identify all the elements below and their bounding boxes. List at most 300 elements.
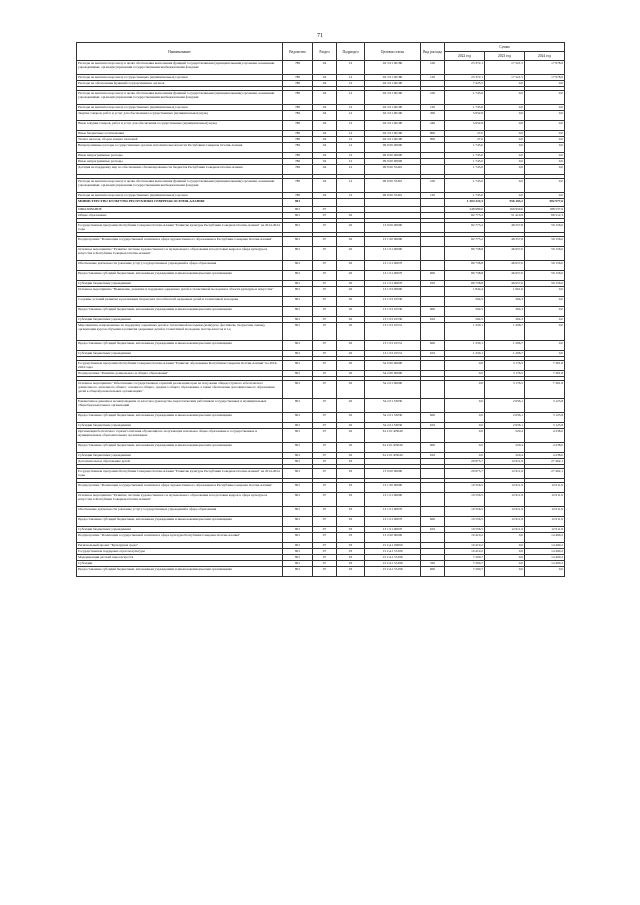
row-section: 07 <box>313 555 337 561</box>
row-value-2022: 82 773,2 <box>445 223 485 233</box>
row-value-2023: 520,4 <box>485 429 525 443</box>
row-value-2023: 12 911,9 <box>485 483 525 493</box>
row-name: Государственная программа Республики Северная Осетия-Алания "Развитие образования Республики Северная Осетия-Алания" на 2016-2024 годы <box>77 361 283 371</box>
row-value-2023: 0,0 <box>485 111 525 121</box>
row-expense-type: 100 <box>421 91 445 105</box>
row-subsection: 02 <box>337 429 365 443</box>
row-section: 04 <box>313 179 337 193</box>
row-name: Непрограммные расходы государственных органов исполнительной власти Республики Северная Осетия-Алания <box>77 143 283 153</box>
row-value-2023: 12 911,9 <box>485 527 525 533</box>
row-value-2022: 594,5 <box>445 317 485 323</box>
row-value-2022: 0,0 <box>445 429 485 443</box>
row-value-2023: 12 911,9 <box>485 493 525 507</box>
row-target: 04 3 01 00180 <box>365 61 421 75</box>
row-value-2023: 0,0 <box>485 143 525 153</box>
row-name: Расходы на выплаты персоналу государственных (муниципальных) органов <box>77 105 283 111</box>
row-target <box>365 199 421 207</box>
row-value-2023: 1 601,0 <box>485 287 525 297</box>
row-subsection: 03 <box>337 549 365 555</box>
row-section: 07 <box>313 371 337 377</box>
row-expense-type <box>421 247 445 261</box>
row-value-2024: 17 978,6 <box>525 61 565 75</box>
row-name: Предоставление субсидий бюджетным, автономным учреждениям и иным некоммерческим организациям <box>77 443 283 453</box>
row-value-2023: 0,0 <box>485 131 525 137</box>
row-value-2022: 1 844,4 <box>445 287 485 297</box>
row-expense-type: 850 <box>421 137 445 143</box>
row-subsection: 12 <box>337 165 365 175</box>
row-target: 13 1 01 00000 <box>365 493 421 507</box>
row-value-2023: 2 656,1 <box>485 399 525 413</box>
row-name: Субсидии бюджетным учреждениям <box>77 281 283 287</box>
row-name: Расходы на выплаты персоналу государственных (муниципальных) органов <box>77 193 283 199</box>
page-number: 71 <box>317 33 323 39</box>
row-name: Предоставление субсидий бюджетным, автономным учреждениям и иным некоммерческим организациям <box>77 567 283 577</box>
row-ministry: 801 <box>283 271 313 281</box>
row-subsection <box>337 199 365 207</box>
row-value-2023: 2 656,1 <box>485 423 525 429</box>
row-value-2023: 0,0 <box>485 81 525 87</box>
row-value-2024: 4 238,0 <box>525 443 565 453</box>
row-expense-type <box>421 399 445 413</box>
row-value-2023: 0,0 <box>485 105 525 111</box>
row-subsection: 12 <box>337 75 365 81</box>
row-value-2022: 80 738,8 <box>445 271 485 281</box>
row-section: 04 <box>313 61 337 75</box>
table-row <box>77 237 565 247</box>
row-name: Создание условий развития и реализации творческих способностей одаренных детей и талантливой молодежи <box>77 297 283 307</box>
row-value-2023: 1 206,7 <box>485 341 525 351</box>
row-ministry: 786 <box>283 81 313 87</box>
row-ministry: 801 <box>283 517 313 527</box>
row-value-2024: 0,0 <box>525 567 565 577</box>
row-target: 04 3 01 00190 <box>365 121 421 131</box>
row-ministry: 801 <box>283 323 313 341</box>
table-row <box>77 271 565 281</box>
row-section: 07 <box>313 399 337 413</box>
row-value-2023: 0,0 <box>485 165 525 175</box>
row-section: 07 <box>313 561 337 567</box>
row-expense-type: 120 <box>421 193 445 199</box>
header-ministry: Ведомство <box>283 43 313 61</box>
row-name: Дотация на поддержку мер по обеспечению сбалансированности бюджетов Республики Северная Осетия-Алания <box>77 165 283 175</box>
row-value-2023: 556 103,2 <box>485 199 525 207</box>
row-ministry: 801 <box>283 549 313 555</box>
row-value-2022: 1 304 322,3 <box>445 199 485 207</box>
row-value-2024: 582 977,6 <box>525 199 565 207</box>
row-value-2022: 80 738,8 <box>445 261 485 271</box>
header-expense-type: Вид расхода <box>421 43 445 61</box>
row-ministry: 801 <box>283 351 313 357</box>
row-subsection: 02 <box>337 371 365 377</box>
table-row <box>77 413 565 423</box>
row-section: 07 <box>313 271 337 281</box>
row-subsection: 02 <box>337 413 365 423</box>
row-subsection: 02 <box>337 423 365 429</box>
row-target: 99 9 00 55491 <box>365 179 421 193</box>
row-value-2023: 0,0 <box>485 549 525 555</box>
row-value-2022: 23 372,1 <box>445 75 485 81</box>
row-name: Субсидии бюджетным учреждениям <box>77 453 283 459</box>
table-row <box>77 121 565 131</box>
row-target: 04 3 01 00190 <box>365 81 421 87</box>
table-row <box>77 567 565 577</box>
row-value-2022: 10 556,5 <box>445 517 485 527</box>
header-subsection: Подраздел <box>337 43 365 61</box>
row-section: 07 <box>313 413 337 423</box>
row-section: 07 <box>313 507 337 517</box>
row-value-2024: 0,0 <box>525 317 565 323</box>
row-name: Государственная программа Республики Северная Осетия-Алания "Развитие культуры Республики Северная Осетия-Алания" на 2014-2024 годы <box>77 469 283 479</box>
row-name: Предоставление субсидий бюджетным, автономным учреждениям и иным некоммерческим организациям <box>77 341 283 351</box>
row-value-2023: 48 257,8 <box>485 237 525 247</box>
row-ministry: 801 <box>283 429 313 443</box>
row-ministry: 786 <box>283 153 313 159</box>
row-name: Дополнительное образование детей <box>77 459 283 465</box>
row-target: 04 3 01 00190 <box>365 105 421 111</box>
row-target: 13 1 01 00000 <box>365 247 421 261</box>
row-expense-type: 100 <box>421 179 445 193</box>
row-name: Расходы на выплаты персоналу в целях обеспечения выполнения функций государственными (муниципальными) органами, казенными учреждениями, органами управления государственными внебюджетными фондами <box>77 91 283 105</box>
row-subsection: 12 <box>337 81 365 87</box>
row-target: 13 1 01 00670 <box>365 527 421 533</box>
row-value-2022: 0,0 <box>445 361 485 371</box>
row-subsection: 02 <box>337 247 365 261</box>
row-section: 07 <box>313 493 337 507</box>
row-expense-type <box>421 143 445 153</box>
row-name: Расходы на выплаты персоналу в целях обеспечения выполнения функций государственными (муниципальными) органами, казенными учреждениями, органами управления государственными внебюджетными фондами <box>77 179 283 193</box>
row-value-2023: 169 950,0 <box>485 207 525 213</box>
row-target: 13 2 A1 55196 <box>365 567 421 577</box>
row-ministry: 801 <box>283 469 313 479</box>
row-subsection: 03 <box>337 527 365 533</box>
row-subsection: 02 <box>337 271 365 281</box>
row-section: 07 <box>313 323 337 341</box>
row-value-2022: 7 200,7 <box>445 567 485 577</box>
row-value-2024: 7 361,8 <box>525 371 565 377</box>
row-value-2024: 3 123,8 <box>525 399 565 413</box>
row-name: Субсидии бюджетным учреждениям <box>77 527 283 533</box>
row-section: 07 <box>313 237 337 247</box>
row-expense-type <box>421 261 445 271</box>
row-value-2022: 80 738,8 <box>445 281 485 287</box>
table-row <box>77 533 565 543</box>
row-value-2022: 82 773,2 <box>445 213 485 219</box>
row-value-2022: 10 419,2 <box>445 543 485 549</box>
row-ministry: 801 <box>283 493 313 507</box>
row-value-2023: 0,0 <box>485 137 525 143</box>
table-row <box>77 469 565 479</box>
row-section: 04 <box>313 75 337 81</box>
row-value-2024: 3 123,8 <box>525 423 565 429</box>
row-section: 04 <box>313 193 337 199</box>
row-subsection: 03 <box>337 533 365 543</box>
row-name: Закупка товаров, работ и услуг для обеспечения государственных (муниципальных) нужд <box>77 111 283 121</box>
row-value-2024: 0,0 <box>525 323 565 341</box>
row-subsection: 03 <box>337 459 365 465</box>
row-name: Иные закупки товаров, работ и услуг для обеспечения государственных (муниципальных) нужд <box>77 121 283 131</box>
header-name: Наименование <box>77 43 283 61</box>
row-value-2022: 7 425,5 <box>445 81 485 87</box>
row-value-2022: 0,0 <box>445 381 485 399</box>
row-value-2022: 1 745,0 <box>445 179 485 193</box>
row-subsection: 03 <box>337 555 365 561</box>
row-ministry: 786 <box>283 75 313 81</box>
row-section: 04 <box>313 137 337 143</box>
row-value-2024: 12 911,9 <box>525 493 565 507</box>
row-value-2023: 46 657,0 <box>485 281 525 287</box>
row-value-2024: 0,0 <box>525 351 565 357</box>
row-target: 13 0 00 00000 <box>365 469 421 479</box>
row-name: Государственная поддержка отрасли культуры <box>77 549 283 555</box>
row-value-2023: 0,0 <box>485 153 525 159</box>
row-expense-type <box>421 323 445 341</box>
row-expense-type <box>421 507 445 517</box>
row-section: 07 <box>313 517 337 527</box>
row-name: Подпрограмма "Реализация государственной политики в сфере культуры Республики Северная Осетия-Алания" <box>77 533 283 543</box>
row-subsection: 03 <box>337 469 365 479</box>
row-name: Подпрограмма "Реализация государственной политики в сфере художественного образования в Республике Северная Осетия-Алания" <box>77 237 283 247</box>
row-target: 13 1 01 00670 <box>365 271 421 281</box>
row-expense-type <box>421 493 445 507</box>
row-target: 04 3 01 00190 <box>365 137 421 143</box>
row-name: Обеспечение деятельности (оказание услуг) государственных учреждений в сфере образования <box>77 261 283 271</box>
row-value-2023: 394,3 <box>485 307 525 317</box>
row-value-2023: 0,0 <box>485 555 525 561</box>
row-value-2023: 1 206,7 <box>485 351 525 357</box>
row-ministry: 801 <box>283 459 313 465</box>
row-target: 13 1 03 10531 <box>365 351 421 357</box>
row-expense-type: 800 <box>421 131 445 137</box>
table-row <box>77 297 565 307</box>
table-row <box>77 91 565 105</box>
table-row <box>77 61 565 75</box>
row-target: 13 1 03 00000 <box>365 287 421 297</box>
row-value-2023: 12 911,9 <box>485 469 525 479</box>
row-ministry: 801 <box>283 533 313 543</box>
table-row <box>77 517 565 527</box>
row-value-2024: 4 238,0 <box>525 429 565 443</box>
row-value-2022: 1 745,0 <box>445 165 485 175</box>
row-name: Предоставление субсидий бюджетным, автономным учреждениям и иным некоммерческим организациям <box>77 307 283 317</box>
row-value-2024: 0,0 <box>525 137 565 143</box>
row-expense-type: 610 <box>421 527 445 533</box>
row-value-2024: 14 490,2 <box>525 533 565 543</box>
row-value-2024: 12 911,9 <box>525 483 565 493</box>
row-value-2022: 0,0 <box>445 423 485 429</box>
row-ministry: 801 <box>283 237 313 247</box>
row-ministry: 786 <box>283 193 313 199</box>
table-row <box>77 111 565 121</box>
row-value-2022: 1 250,1 <box>445 351 485 357</box>
row-value-2022: 10 556,5 <box>445 493 485 507</box>
row-expense-type <box>421 533 445 543</box>
row-value-2024: 0,0 <box>525 287 565 297</box>
header-sum: Сумма <box>445 43 565 52</box>
row-section: 07 <box>313 287 337 297</box>
row-subsection: 02 <box>337 453 365 459</box>
row-value-2024: 0,0 <box>525 105 565 111</box>
row-target: 13 2 A1 00000 <box>365 543 421 549</box>
row-target: 99 9 00 00000 <box>365 143 421 153</box>
row-value-2024: 14 490,2 <box>525 561 565 567</box>
row-name: Ежемесячное денежное вознаграждение за классное руководство педагогическим работникам государственных и муниципальных общеобразовательных организаций <box>77 399 283 413</box>
row-ministry: 801 <box>283 297 313 307</box>
row-expense-type <box>421 381 445 399</box>
row-ministry: 801 <box>283 443 313 453</box>
row-expense-type <box>421 483 445 493</box>
row-target: 34 2 00 00000 <box>365 371 421 377</box>
row-target: 99 9 00 00000 <box>365 153 421 159</box>
row-section: 07 <box>313 307 337 317</box>
row-name: ОБРАЗОВАНИЕ <box>77 207 283 213</box>
row-name: Иные непрограммные расходы <box>77 159 283 165</box>
row-name: Уплата налогов, сборов и иных платежей <box>77 137 283 143</box>
row-subsection: 12 <box>337 159 365 165</box>
row-name: Модернизация детских школ искусств <box>77 555 283 561</box>
row-section: 07 <box>313 247 337 261</box>
row-name: Основное мероприятие "Развитие системы художественного и музыкального образования и подготовки кадров в сфере культуры и искусства в Республике Северная Осетия-Алания" <box>77 247 283 261</box>
row-expense-type: 600 <box>421 517 445 527</box>
row-value-2023: 520,4 <box>485 453 525 459</box>
row-expense-type: 600 <box>421 341 445 351</box>
row-target: 04 3 01 00190 <box>365 131 421 137</box>
row-name: МИНИСТЕРСТВО КУЛЬТУРЫ РЕСПУБЛИКИ СЕВЕРНАЯ ОСЕТИЯ-АЛАНИЯ <box>77 199 283 207</box>
row-ministry: 801 <box>283 371 313 377</box>
row-value-2022: 80 738,8 <box>445 247 485 261</box>
row-ministry: 786 <box>283 159 313 165</box>
row-subsection: 03 <box>337 517 365 527</box>
row-target: 13 1 00 00000 <box>365 483 421 493</box>
row-target: 13 1 03 10530 <box>365 307 421 317</box>
row-value-2024: 17 978,6 <box>525 75 565 81</box>
row-section: 07 <box>313 381 337 399</box>
row-ministry: 801 <box>283 281 313 287</box>
row-value-2022: 20 975,7 <box>445 459 485 465</box>
row-value-2023: 3 176,5 <box>485 361 525 371</box>
row-value-2022: 10 556,5 <box>445 507 485 517</box>
row-name: Мероприятия, направленные на поддержку одаренных детей и талантливой молодежи (конкурсы, фестивали, творческие смены), организация курсов обучения и развития одаренных детей и талантливой молодежи, мастер-классов и т.д. <box>77 323 283 341</box>
row-target: 13 2 A1 55190 <box>365 549 421 555</box>
row-subsection: 03 <box>337 493 365 507</box>
row-ministry: 801 <box>283 543 313 549</box>
row-expense-type: 600 <box>421 443 445 453</box>
row-value-2024: 12 911,9 <box>525 507 565 517</box>
row-expense-type: 600 <box>421 567 445 577</box>
row-target: 13 2 A1 55196 <box>365 555 421 561</box>
table-row <box>77 247 565 261</box>
row-ministry: 801 <box>283 453 313 459</box>
row-value-2022: 0,0 <box>445 371 485 377</box>
row-value-2023: 0,0 <box>485 179 525 193</box>
row-section: 07 <box>313 281 337 287</box>
row-name: Предоставление субсидий бюджетным, автономным учреждениям и иным некоммерческим организациям <box>77 271 283 281</box>
row-section: 07 <box>313 549 337 555</box>
row-ministry: 786 <box>283 165 313 175</box>
row-ministry: 801 <box>283 555 313 561</box>
row-expense-type <box>421 165 445 175</box>
row-ministry: 801 <box>283 381 313 399</box>
row-value-2022: 7 200,7 <box>445 561 485 567</box>
row-value-2022: 82 773,2 <box>445 237 485 247</box>
row-expense-type <box>421 287 445 297</box>
row-target: 34 2 01 53030 <box>365 423 421 429</box>
row-expense-type <box>421 361 445 371</box>
row-section: 04 <box>313 105 337 111</box>
row-subsection: 03 <box>337 561 365 567</box>
row-value-2022: 1 745,6 <box>445 91 485 105</box>
row-target: 34 2 01 00000 <box>365 381 421 399</box>
row-target: 13 1 03 10530 <box>365 297 421 307</box>
row-target: 34 2 01 R3040 <box>365 443 421 453</box>
row-value-2024: 59 156,0 <box>525 261 565 271</box>
row-value-2022: 5 652,9 <box>445 121 485 131</box>
table-row <box>77 179 565 193</box>
row-target: 04 3 01 00180 <box>365 75 421 81</box>
row-value-2023: 46 657,0 <box>485 247 525 261</box>
row-value-2023: 46 657,0 <box>485 271 525 281</box>
row-section: 07 <box>313 459 337 465</box>
row-value-2023: 17 521,5 <box>485 61 525 75</box>
row-subsection: 12 <box>337 143 365 153</box>
table-row <box>77 507 565 517</box>
row-ministry: 786 <box>283 121 313 131</box>
row-value-2024: 0,0 <box>525 297 565 307</box>
row-value-2023: 0,0 <box>485 533 525 543</box>
row-value-2023: 3 176,5 <box>485 381 525 399</box>
row-subsection: 03 <box>337 543 365 549</box>
row-expense-type: 100 <box>421 61 445 75</box>
row-section: 07 <box>313 443 337 453</box>
row-subsection: 02 <box>337 213 365 219</box>
row-value-2023: 0,0 <box>485 159 525 165</box>
row-ministry: 801 <box>283 261 313 271</box>
row-value-2024: 188 537,9 <box>525 207 565 213</box>
row-ministry: 801 <box>283 213 313 219</box>
row-subsection: 03 <box>337 483 365 493</box>
row-value-2022: 10 556,5 <box>445 527 485 533</box>
row-section: 04 <box>313 159 337 165</box>
row-value-2024: 0,0 <box>525 131 565 137</box>
row-value-2024: 12 911,9 <box>525 517 565 527</box>
row-value-2023: 394,3 <box>485 317 525 323</box>
row-ministry: 801 <box>283 287 313 297</box>
row-value-2022: 594,5 <box>445 307 485 317</box>
row-ministry: 786 <box>283 111 313 121</box>
row-value-2023: 0,0 <box>485 121 525 131</box>
row-section: 07 <box>313 429 337 443</box>
row-target: 34 2 01 R3040 <box>365 453 421 459</box>
row-subsection: 02 <box>337 307 365 317</box>
table-row <box>77 381 565 399</box>
row-target: 99 9 00 55491 <box>365 193 421 199</box>
row-value-2022: 27,0 <box>445 137 485 143</box>
row-section: 07 <box>313 423 337 429</box>
row-value-2024: 7 361,8 <box>525 361 565 371</box>
row-name: Государственная программа Республики Северная Осетия-Алания "Развитие культуры Республики Северная Осетия-Алания" на 2014-2024 годы <box>77 223 283 233</box>
row-subsection: 02 <box>337 399 365 413</box>
row-expense-type <box>421 223 445 233</box>
row-section: 04 <box>313 165 337 175</box>
row-value-2022: 0,0 <box>445 443 485 453</box>
table-row <box>77 341 565 351</box>
row-name: Субсидии <box>77 561 283 567</box>
row-value-2023: 3 176,5 <box>485 371 525 377</box>
row-value-2024: 0,0 <box>525 81 565 87</box>
row-value-2024: 0,0 <box>525 341 565 351</box>
row-name: Обеспечение деятельности (оказание услуг) государственных учреждений в сфере образования <box>77 507 283 517</box>
row-value-2023: 0,0 <box>485 567 525 577</box>
table-row <box>77 307 565 317</box>
